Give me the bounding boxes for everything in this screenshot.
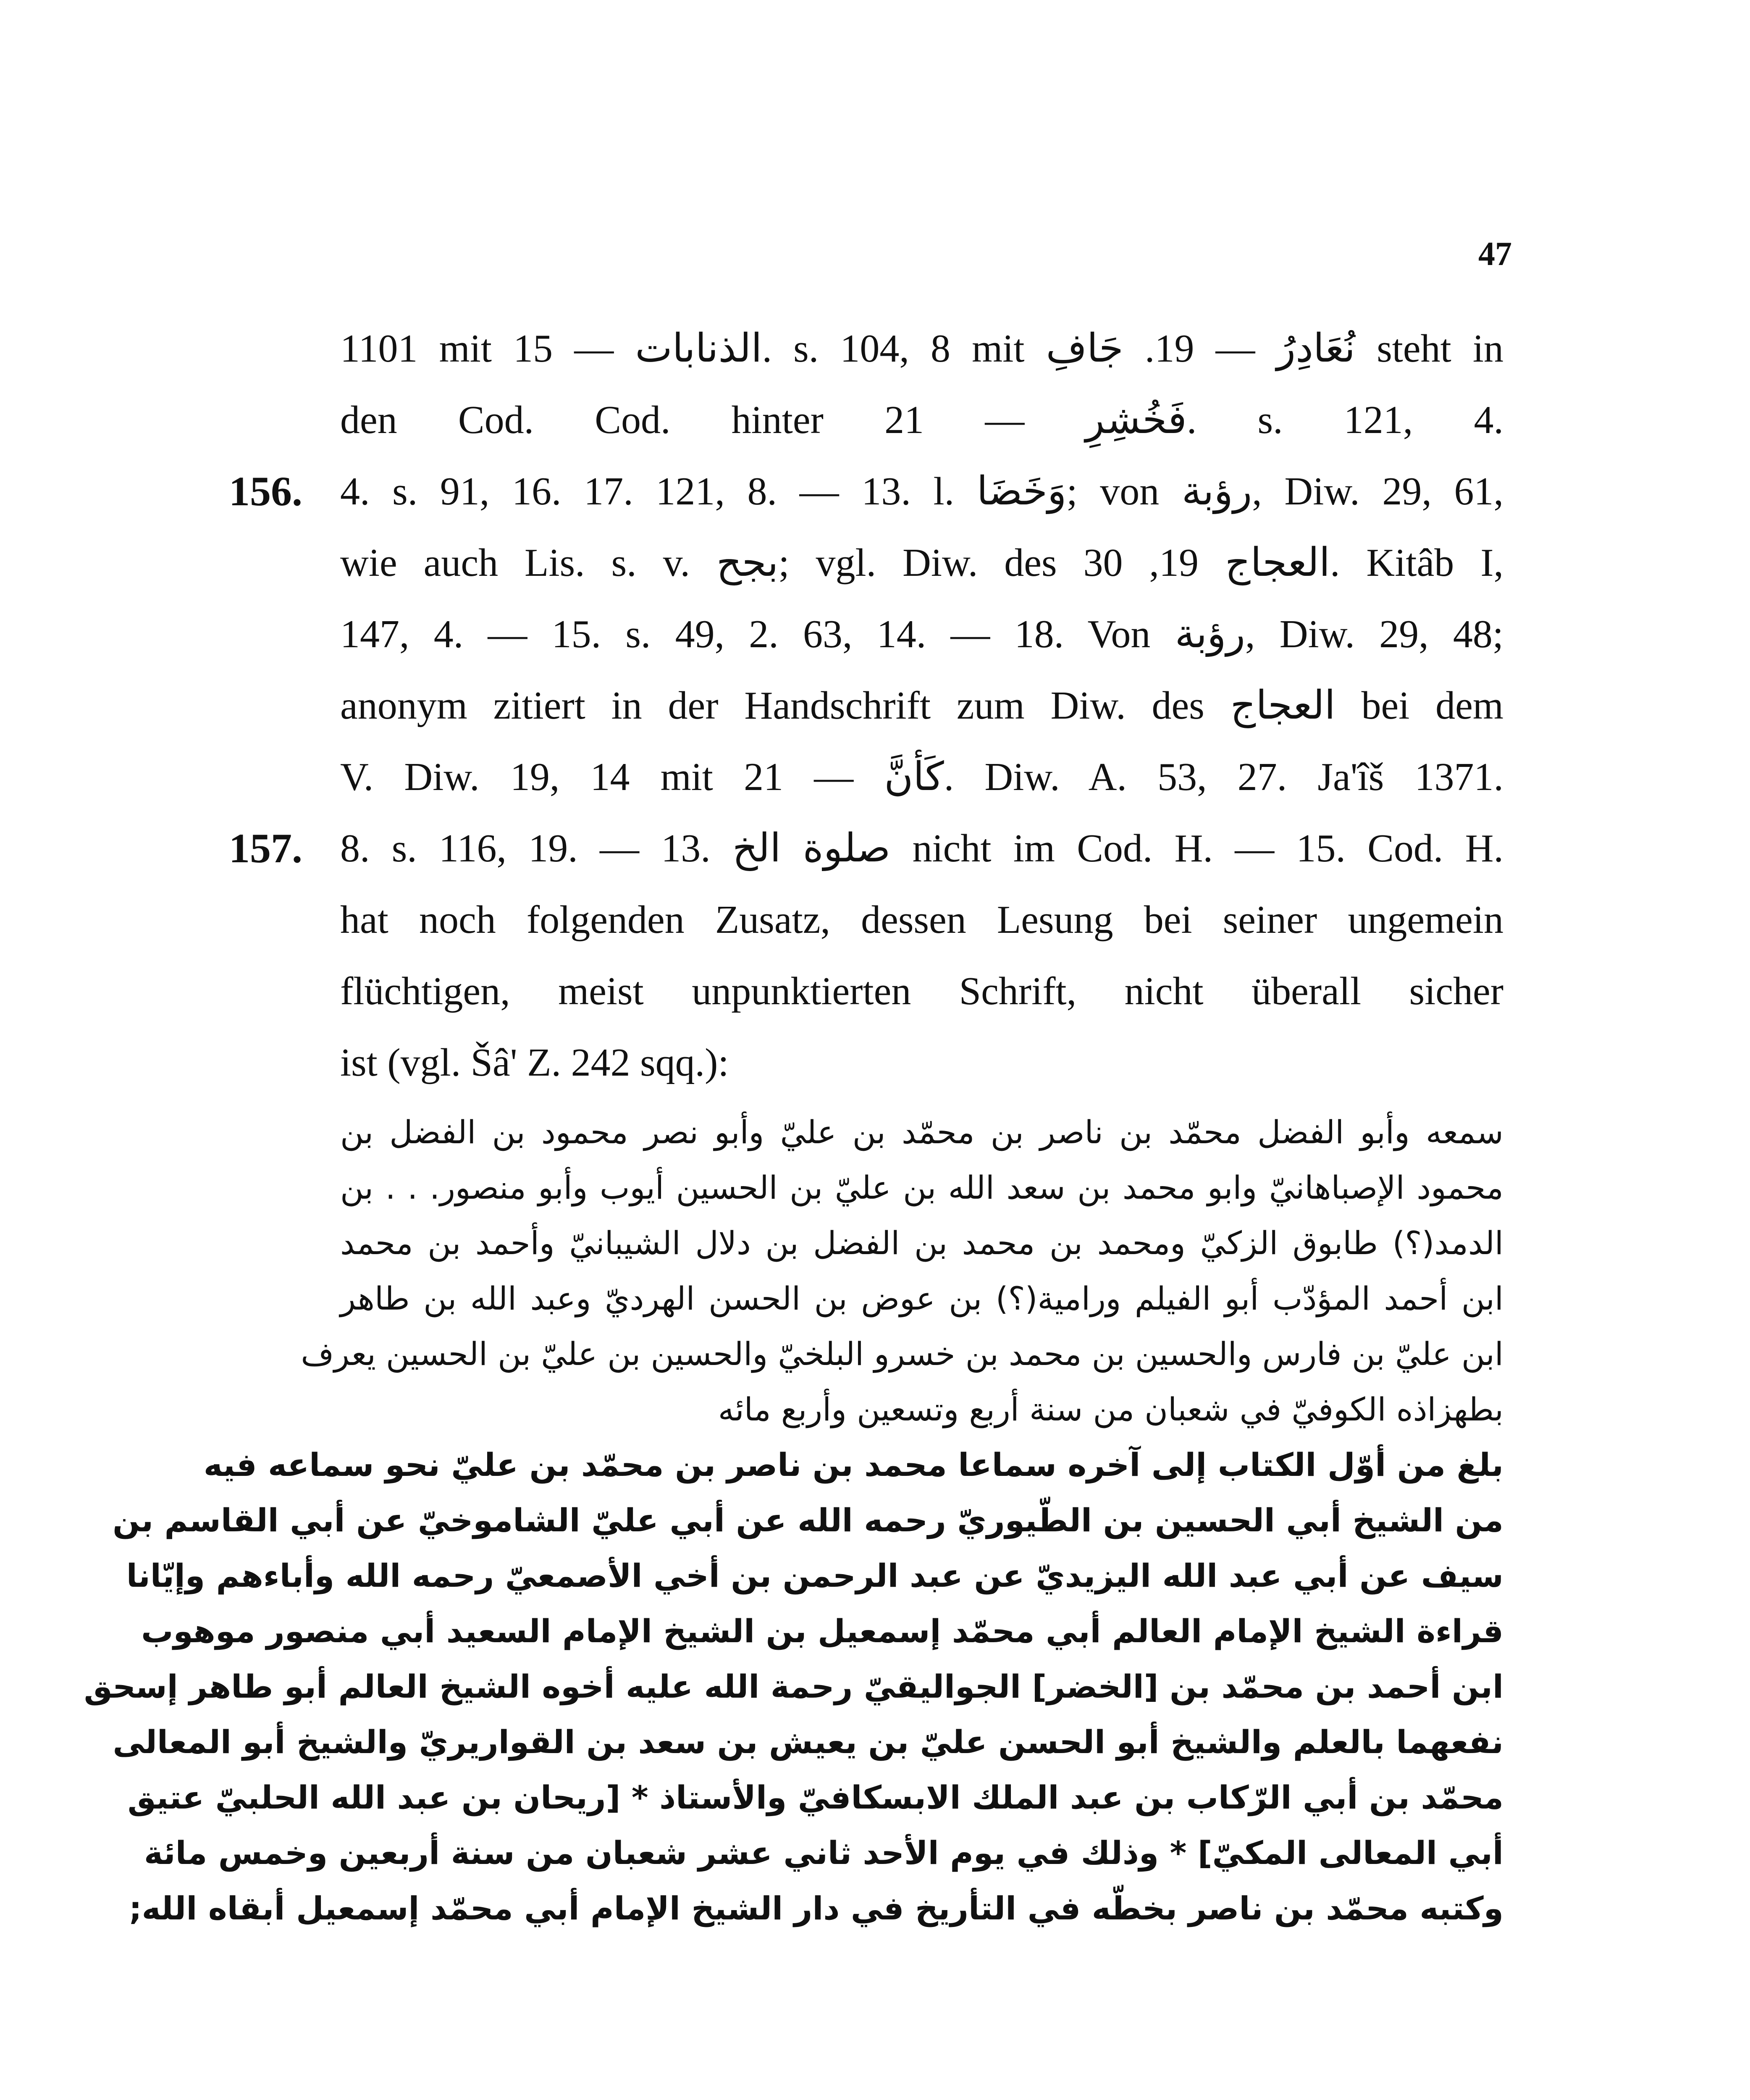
arabic-line-5: ابن عليّ بن فارس والحسين بن محمد بن خسرو البلخيّ والحسين بن عليّ بن الحسين يعرف — [301, 1335, 1503, 1373]
arabic-line-1: سمعه وأبو الفضل محمّد بن ناصر بن محمّد بن عليّ وأبو نصر محمود بن الفضل بن — [340, 1113, 1503, 1151]
arabic-line-12: نفعهما بالعلم والشيخ أبو الحسن عليّ بن يعيش بن سعد بن القواريريّ والشيخ أبو المعالى — [113, 1723, 1503, 1761]
arabic-line-14: أبي المعالى المكيّ] * وذلك في يوم الأحد ثاني عشر شعبان من سنة أربعين وخمس مائة — [144, 1834, 1503, 1872]
continuation-line-2: den Cod. Cod. hinter فَخُشِرِ — 21. s. 121, 4. — [340, 398, 1503, 442]
section-156-line-5: V. Diw. 19, 14 mit كَأنَّ — 21. Diw. A. 53, 27. Ja'îš 1371. — [340, 755, 1503, 799]
arabic-line-8: من الشيخ أبي الحسين بن الطّيوريّ رحمه الله عن أبي عليّ الشاموخيّ عن أبي القاسم بن — [113, 1502, 1503, 1539]
arabic-line-4: ابن أحمد المؤدّب أبو الفيلم ورامية(؟) بن عوض بن الحسن الهرديّ وعبد الله بن طاهر — [340, 1280, 1503, 1317]
arabic-line-9: سيف عن أبي عبد الله اليزيديّ عن عبد الرحمن بن أخي الأصمعيّ رحمه الله وأباءهم وإيّانا — [126, 1557, 1503, 1594]
arabic-line-6: بطهزاذه الكوفيّ في شعبان من سنة أربع وتسعين وأربع مائه — [718, 1391, 1503, 1428]
section-157-line-3: flüchtigen, meist unpunktierten Schrift, nicht überall sicher — [340, 969, 1503, 1013]
section-156-line-2: wie auch Lis. s. v. بجح; vgl. Diw. des العجاج 19, 30. Kitâb I, — [340, 541, 1503, 585]
page-number: 47 — [1478, 236, 1512, 273]
section-156-line-3: 147, 4. — 15. s. 49, 2. 63, 14. — 18. Von رؤبة, Diw. 29, 48; — [340, 612, 1503, 656]
arabic-colophon — [84, 1105, 1503, 1936]
arabic-line-13: محمّد بن أبي الرّكاب بن عبد الملك الابسكافيّ والأستاذ * [ريحان بن عبد الله الحلبيّ عتيق — [127, 1779, 1503, 1816]
section-157-line-1: 8. s. 116, 19. — 13. صلوة الخ nicht im Cod. H. — 15. Cod. H. — [340, 827, 1503, 870]
continuation-line-1: 1101 mit الذنابات — 15. s. 104, 8 mit نُعَادِرُ — 19. جَافِ steht in — [340, 327, 1503, 370]
section-number-157: 157. — [229, 825, 302, 872]
arabic-line-11: ابن أحمد بن محمّد بن [الخضر] الجواليقيّ رحمة الله عليه أخوه الشيخ العالم أبو طاهر إسحق — [84, 1668, 1503, 1705]
arabic-line-15: وكتبه محمّد بن ناصر بخطّه في التأريخ في دار الشيخ الإمام أبي محمّد إسمعيل أبقاه الله; — [129, 1890, 1503, 1927]
arabic-line-3: الدمد(؟) طابوق الزكيّ ومحمد بن محمد بن الفضل بن دلال الشيبانيّ وأحمد بن محمد — [340, 1224, 1503, 1262]
arabic-line-2: محمود الإصباهانيّ وابو محمد بن سعد الله بن عليّ بن الحسين أيوب وأبو منصور. . . بن — [340, 1169, 1503, 1206]
section-number-156: 156. — [229, 468, 302, 514]
section-157-line-4: ist (vgl. Šâ' Z. 242 sqq.): — [340, 1041, 729, 1084]
arabic-line-10: قراءة الشيخ الإمام العالم أبي محمّد إسمعيل بن الشيخ الإمام السعيد أبي منصور موهوب — [141, 1612, 1503, 1650]
section-156-line-4: anonym zitiert in der Handschrift zum Diw. des العجاج bei dem — [340, 684, 1503, 727]
section-157-line-2: hat noch folgenden Zusatz, dessen Lesung bei seiner ungemein — [340, 898, 1503, 942]
section-156-line-1: 4. s. 91, 16. 17. 121, 8. — 13. l. وَخَضَا; von رؤبة, Diw. 29, 61, — [340, 470, 1504, 513]
arabic-line-7: بلغ من أوّل الكتاب إلى آخره سماعا محمد بن ناصر بن محمّد بن عليّ نحو سماعه فيه — [203, 1446, 1503, 1483]
